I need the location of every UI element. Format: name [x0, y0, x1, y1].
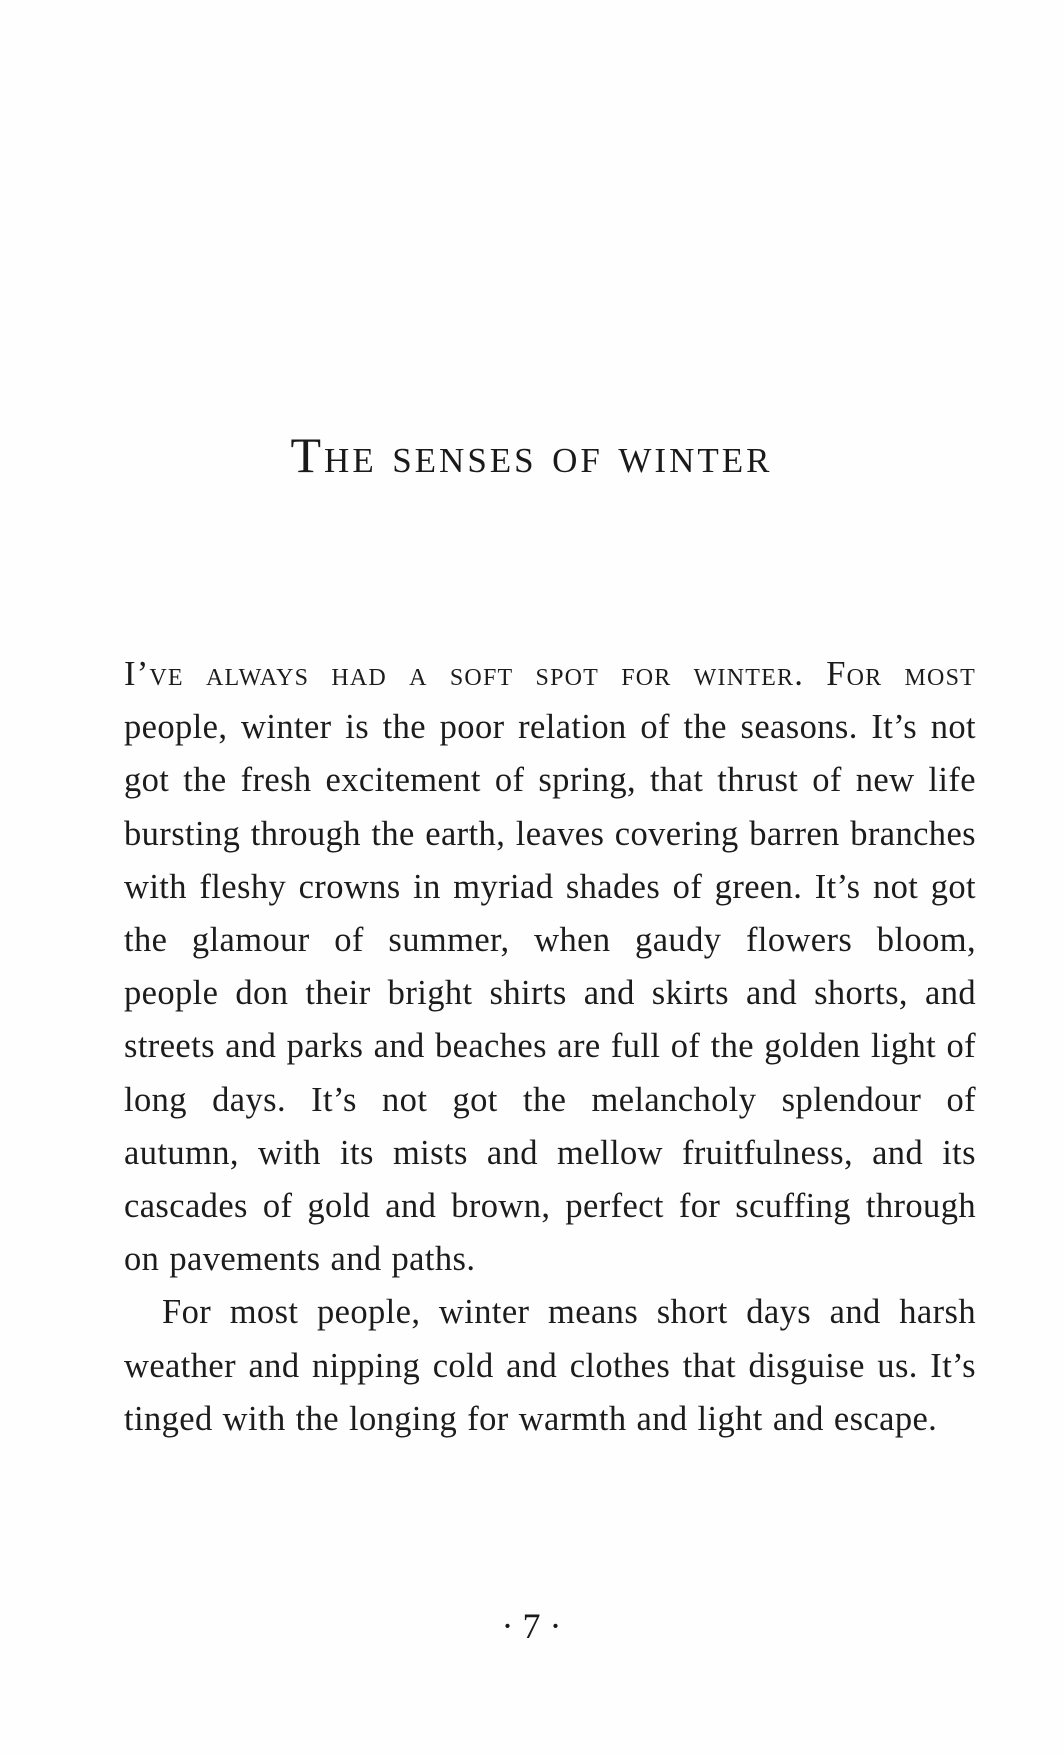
body-text [124, 648, 976, 1446]
paragraph-1-text: people, winter is the poor relation of the seasons. It’s not got the fresh excitement of spring, that thrust of new life bursting through the earth, leaves covering barren branches with fleshy crowns in myriad shades of green. It’s not got the glamour of summer, when gaudy flowers bloom, people don their bright shirts and skirts and shorts, and streets and parks and beaches are full of the golden light of long days. It’s not got the melancholy splendour of autumn, with its mists and mellow fruitfulness, and its cascades of gold and brown, perfect for scuffing through on pavements and paths. [124, 708, 976, 1279]
chapter-title: The senses of winter [290, 427, 773, 483]
page-number: · 7 · [501, 1606, 562, 1646]
lead-in-small-caps: I’ve always had a soft spot for winter. For most [124, 655, 976, 693]
paragraph-2: For most people, winter means short days and harsh weather and nipping cold and clothes that disguise us. It’s tinged with the longing for warmth and light and escape. [124, 1293, 976, 1438]
paragraph-1 [124, 648, 976, 1286]
